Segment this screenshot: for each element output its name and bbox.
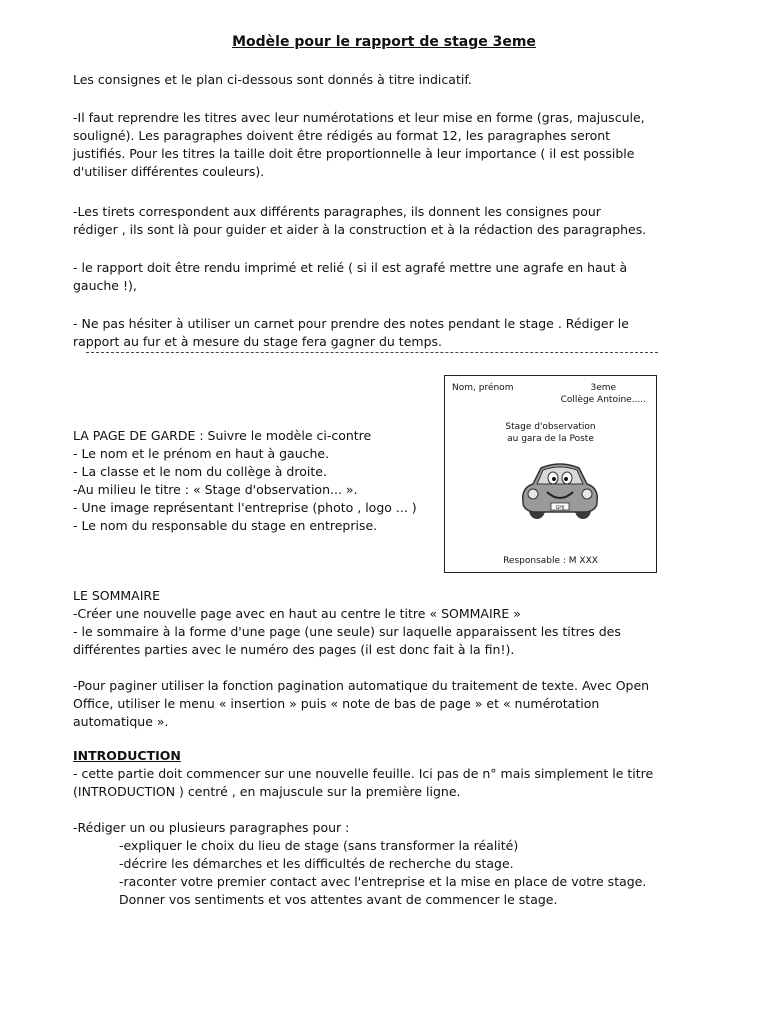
paragraph-line: automatique ». bbox=[73, 714, 169, 729]
intro-paragraph-1 bbox=[73, 71, 693, 89]
introduction-paragraph-2 bbox=[73, 819, 693, 909]
introduction-heading: INTRODUCTION bbox=[73, 748, 181, 763]
introduction-section bbox=[73, 747, 693, 801]
paragraph-line: (INTRODUCTION ) centré , en majuscule sur la première ligne. bbox=[73, 784, 461, 799]
intro-paragraph-3 bbox=[73, 203, 693, 239]
car-cartoon-icon bbox=[517, 458, 603, 524]
section-heading: LE SOMMAIRE bbox=[73, 588, 160, 603]
card-title-line: au gara de la Poste bbox=[507, 434, 594, 444]
card-name-label: Nom, prénom bbox=[452, 383, 514, 393]
list-item: Donner vos sentiments et vos attentes avant de commencer le stage. bbox=[119, 892, 558, 907]
page-garde-section bbox=[73, 427, 433, 535]
card-school: Collège Antoine..... bbox=[560, 395, 646, 405]
intro-paragraph-5 bbox=[73, 315, 693, 351]
sommaire-paragraph-2 bbox=[73, 677, 693, 731]
document-title: Modèle pour le rapport de stage 3eme bbox=[232, 34, 536, 50]
paragraph-line: - le rapport doit être rendu imprimé et relié ( si il est agrafé mettre une agrafe en haut à bbox=[73, 260, 628, 275]
paragraph-line: justifiés. Pour les titres la taille doit être proportionnelle à leur importance ( il est possible bbox=[73, 146, 635, 161]
paragraph-line: -Rédiger un ou plusieurs paragraphes pour : bbox=[73, 820, 350, 835]
car-plate-text: GHJ bbox=[555, 505, 565, 511]
paragraph-line: rédiger , ils sont là pour guider et aider à la construction et à la rédaction des paragraphes. bbox=[73, 222, 647, 237]
paragraph-line: - cette partie doit commencer sur une nouvelle feuille. Ici pas de n° mais simplement le titre bbox=[73, 766, 654, 781]
paragraph-text: Les consignes et le plan ci-dessous sont donnés à titre indicatif. bbox=[73, 72, 472, 87]
list-item: - Une image représentant l'entreprise (photo , logo ... ) bbox=[73, 500, 417, 515]
list-item: -Au milieu le titre : « Stage d'observation... ». bbox=[73, 482, 358, 497]
paragraph-line: - le sommaire à la forme d'une page (une seule) sur laquelle apparaissent les titres des bbox=[73, 624, 621, 639]
paragraph-line: rapport au fur et à mesure du stage fera gagner du temps. bbox=[73, 334, 442, 349]
list-item: -raconter votre premier contact avec l'entreprise et la mise en place de votre stage. bbox=[119, 874, 647, 889]
list-item: - Le nom du responsable du stage en entreprise. bbox=[73, 518, 378, 533]
list-item: - La classe et le nom du collège à droite. bbox=[73, 464, 327, 479]
intro-paragraph-4 bbox=[73, 259, 693, 295]
dashed-separator bbox=[86, 352, 658, 353]
paragraph-line: -Créer une nouvelle page avec en haut au centre le titre « SOMMAIRE » bbox=[73, 606, 521, 621]
list-item: - Le nom et le prénom en haut à gauche. bbox=[73, 446, 330, 461]
card-class-school bbox=[561, 382, 646, 406]
sommaire-section bbox=[73, 587, 693, 659]
paragraph-line: - Ne pas hésiter à utiliser un carnet pour prendre des notes pendant le stage . Rédiger le bbox=[73, 316, 629, 331]
paragraph-line: -Pour paginer utiliser la fonction pagination automatique du traitement de texte. Avec Open bbox=[73, 678, 650, 693]
card-title bbox=[445, 421, 656, 445]
card-title-line: Stage d'observation bbox=[505, 422, 596, 432]
paragraph-line: -Il faut reprendre les titres avec leur numérotations et leur mise en forme (gras, majuscule, bbox=[73, 110, 645, 125]
paragraph-line: souligné). Les paragraphes doivent être rédigés au format 12, les paragraphes seront bbox=[73, 128, 611, 143]
section-heading: LA PAGE DE GARDE : Suivre le modèle ci-contre bbox=[73, 428, 372, 443]
card-responsable: Responsable : M XXX bbox=[503, 556, 598, 566]
list-item: -décrire les démarches et les difficultés de recherche du stage. bbox=[119, 856, 514, 871]
paragraph-line: Office, utiliser le menu « insertion » puis « note de bas de page » et « numérotation bbox=[73, 696, 600, 711]
list-item: -expliquer le choix du lieu de stage (sans transformer la réalité) bbox=[119, 838, 519, 853]
card-class: 3eme bbox=[590, 383, 617, 393]
cover-page-model bbox=[444, 375, 657, 573]
paragraph-line: -Les tirets correspondent aux différents paragraphes, ils donnent les consignes pour bbox=[73, 204, 601, 219]
intro-paragraph-2 bbox=[73, 109, 693, 181]
paragraph-line: différentes parties avec le numéro des pages (il est donc fait à la fin!). bbox=[73, 642, 515, 657]
paragraph-line: gauche !), bbox=[73, 278, 137, 293]
paragraph-line: d'utiliser différentes couleurs). bbox=[73, 164, 265, 179]
